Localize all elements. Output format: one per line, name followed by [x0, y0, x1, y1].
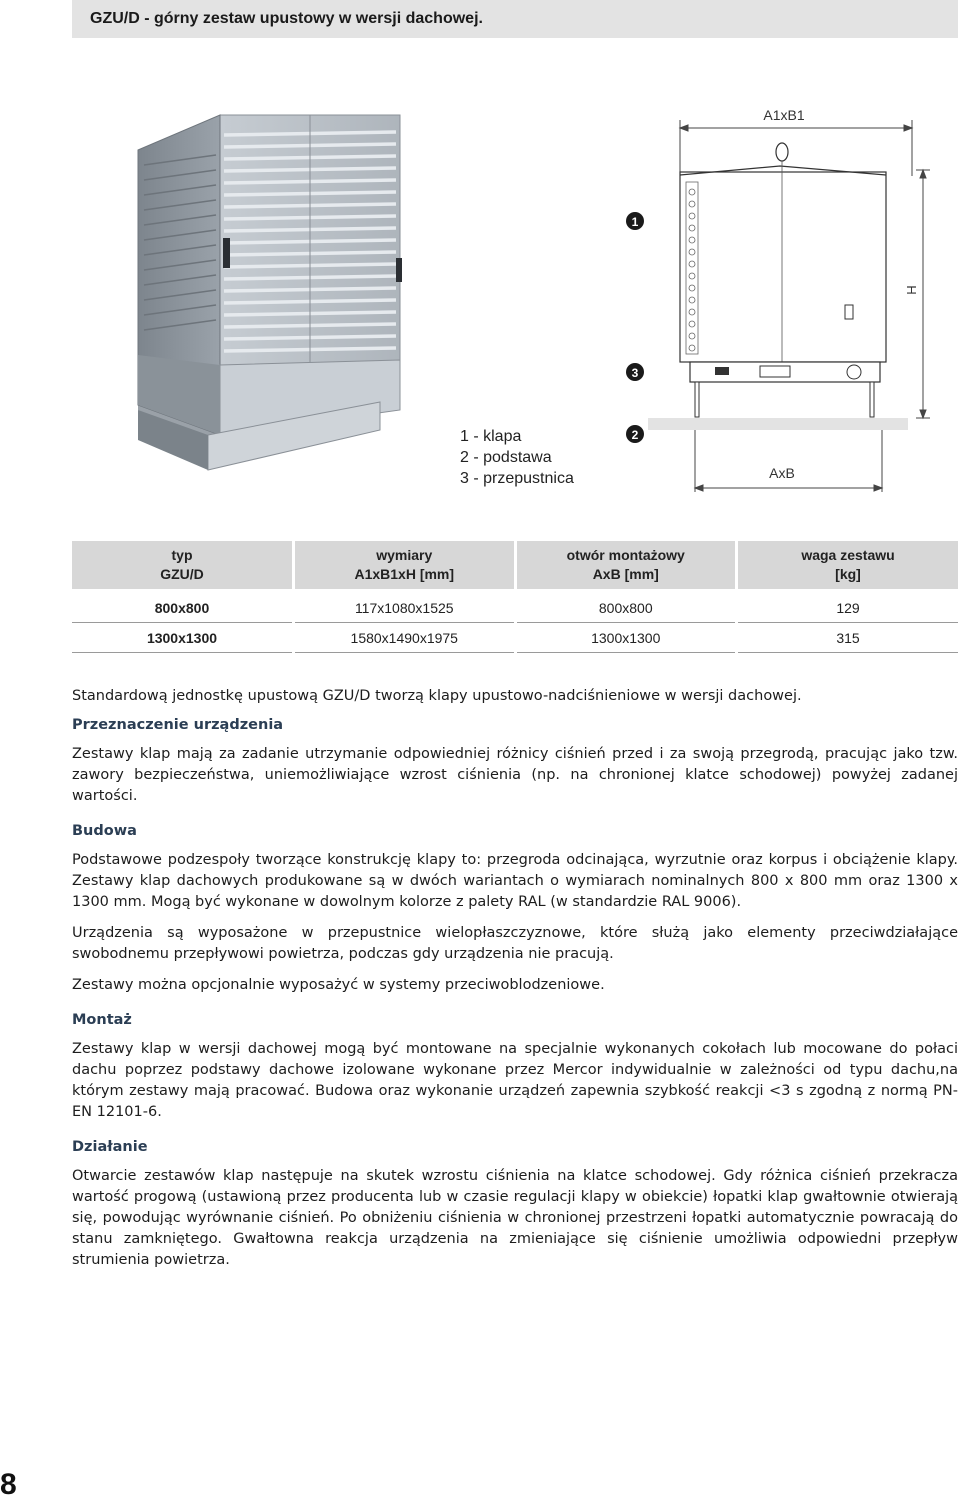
product-photo: [100, 110, 410, 490]
build-paragraph-1: Podstawowe podzespoły tworzące konstrukcję klapy to: przegroda odcinająca, wyrzutnie oraz korpus i obciążenie klapy. Zestawy klap dachowych produkowane są w dwóch wariantach o wymiarach nominalnych 800 x 800 mm oraz 1300 x 1300 mm. Mogą być wykonane w dowolnym kolorze z palety RAL (w standardzie RAL 9006).: [72, 852, 958, 910]
callout-2: 2: [631, 428, 639, 442]
table-row: [72, 593, 958, 623]
heading-action: Działanie: [72, 1139, 148, 1155]
technical-drawing: [620, 100, 956, 500]
legend-item: 1 - klapa: [460, 428, 522, 445]
purpose-paragraph: Zestawy klap mają za zadanie utrzymanie odpowiedniej różnicy ciśnień przed i za swoją przegrodą, pracując jako tzw. zawory bezpieczeństwa, uniemożliwiające wzrost ciśnienia (np. na chronionej klatce schodowej) powyżej zadanej wartości.: [72, 746, 958, 804]
col-header-weight: waga zestawu [kg]: [737, 541, 959, 589]
section-title: GZU/D - górny zestaw upustowy w wersji dachowej.: [90, 10, 483, 27]
action-paragraph: Otwarcie zestawów klap następuje na skutek wzrostu ciśnienia na klatce schodowej. Gdy różnica ciśnień przekracza wartość progową (ustawioną przez producenta lub w czasie regulacji klapy w obiekcie) łopatki klap gwałtownie otwierają się, powodując wyrównanie ciśnień. Po obniżeniu ciśnienia w chronionej przestrzeni łopatki automatycznie powracają do stanu zamkniętego. Gwałtowna reakcja urządzenia na zmieniające się ciśnienie umożliwia odpowiedni przepływ strumienia powietrza.: [72, 1168, 958, 1268]
heading-mount: Montaż: [72, 1012, 132, 1028]
specs-table: [72, 541, 958, 653]
legend-item: 2 - podstawa: [460, 449, 552, 466]
legend: [460, 426, 574, 489]
cell-dimensions: 117x1080x1525: [294, 593, 516, 623]
cell-type: 800x800: [72, 593, 294, 623]
cell-opening: 1300x1300: [515, 623, 737, 653]
dim-bottom-label: AxB: [769, 465, 795, 481]
heading-purpose: Przeznaczenie urządzenia: [72, 717, 284, 733]
table-header-row: [72, 541, 958, 589]
cell-opening: 800x800: [515, 593, 737, 623]
table-row: [72, 623, 958, 653]
heading-build: Budowa: [72, 823, 137, 839]
dim-height-label: H: [904, 285, 919, 295]
build-paragraph-3: Zestawy można opcjonalnie wyposażyć w systemy przeciwoblodzeniowe.: [72, 977, 605, 993]
legend-item: 3 - przepustnica: [460, 470, 574, 487]
col-header-opening: otwór montażowy AxB [mm]: [515, 541, 737, 589]
col-header-dimensions: wymiary A1xB1xH [mm]: [294, 541, 516, 589]
cell-weight: 129: [737, 593, 959, 623]
cell-dimensions: 1580x1490x1975: [294, 623, 516, 653]
section-header: [72, 0, 958, 38]
intro-paragraph: Standardową jednostkę upustową GZU/D tworzą klapy upustowo-nadciśnieniowe w wersji dachowej.: [72, 688, 802, 704]
page-number: 8: [0, 1468, 17, 1501]
cell-type: 1300x1300: [72, 623, 294, 653]
callout-1: 1: [631, 215, 639, 229]
body-text: [72, 686, 958, 1271]
callout-3: 3: [631, 366, 639, 380]
col-header-type: typ GZU/D: [72, 541, 294, 589]
cell-weight: 315: [737, 623, 959, 653]
mount-paragraph: Zestawy klap w wersji dachowej mogą być montowane na specjalnie wykonanych cokołach lub mocowane do połaci dachu poprzez podstawy dachowe izolowane wykonane przez Mercor indywidualnie w zależności od typu dachu,na którym zestawy mają pracować. Budowa oraz wykonanie urządzeń zapewnia szybkość reakcji <3 s zgodną z normą PN-EN 12101-6.: [72, 1041, 958, 1120]
dim-top-label: A1xB1: [763, 107, 805, 123]
build-paragraph-2: Urządzenia są wyposażone w przepustnice wielopłaszczyznowe, które służą jako elementy przeciwdziałające swobodnemu przepływowi powietrza, podczas gdy urządzenia nie pracują.: [72, 925, 958, 962]
